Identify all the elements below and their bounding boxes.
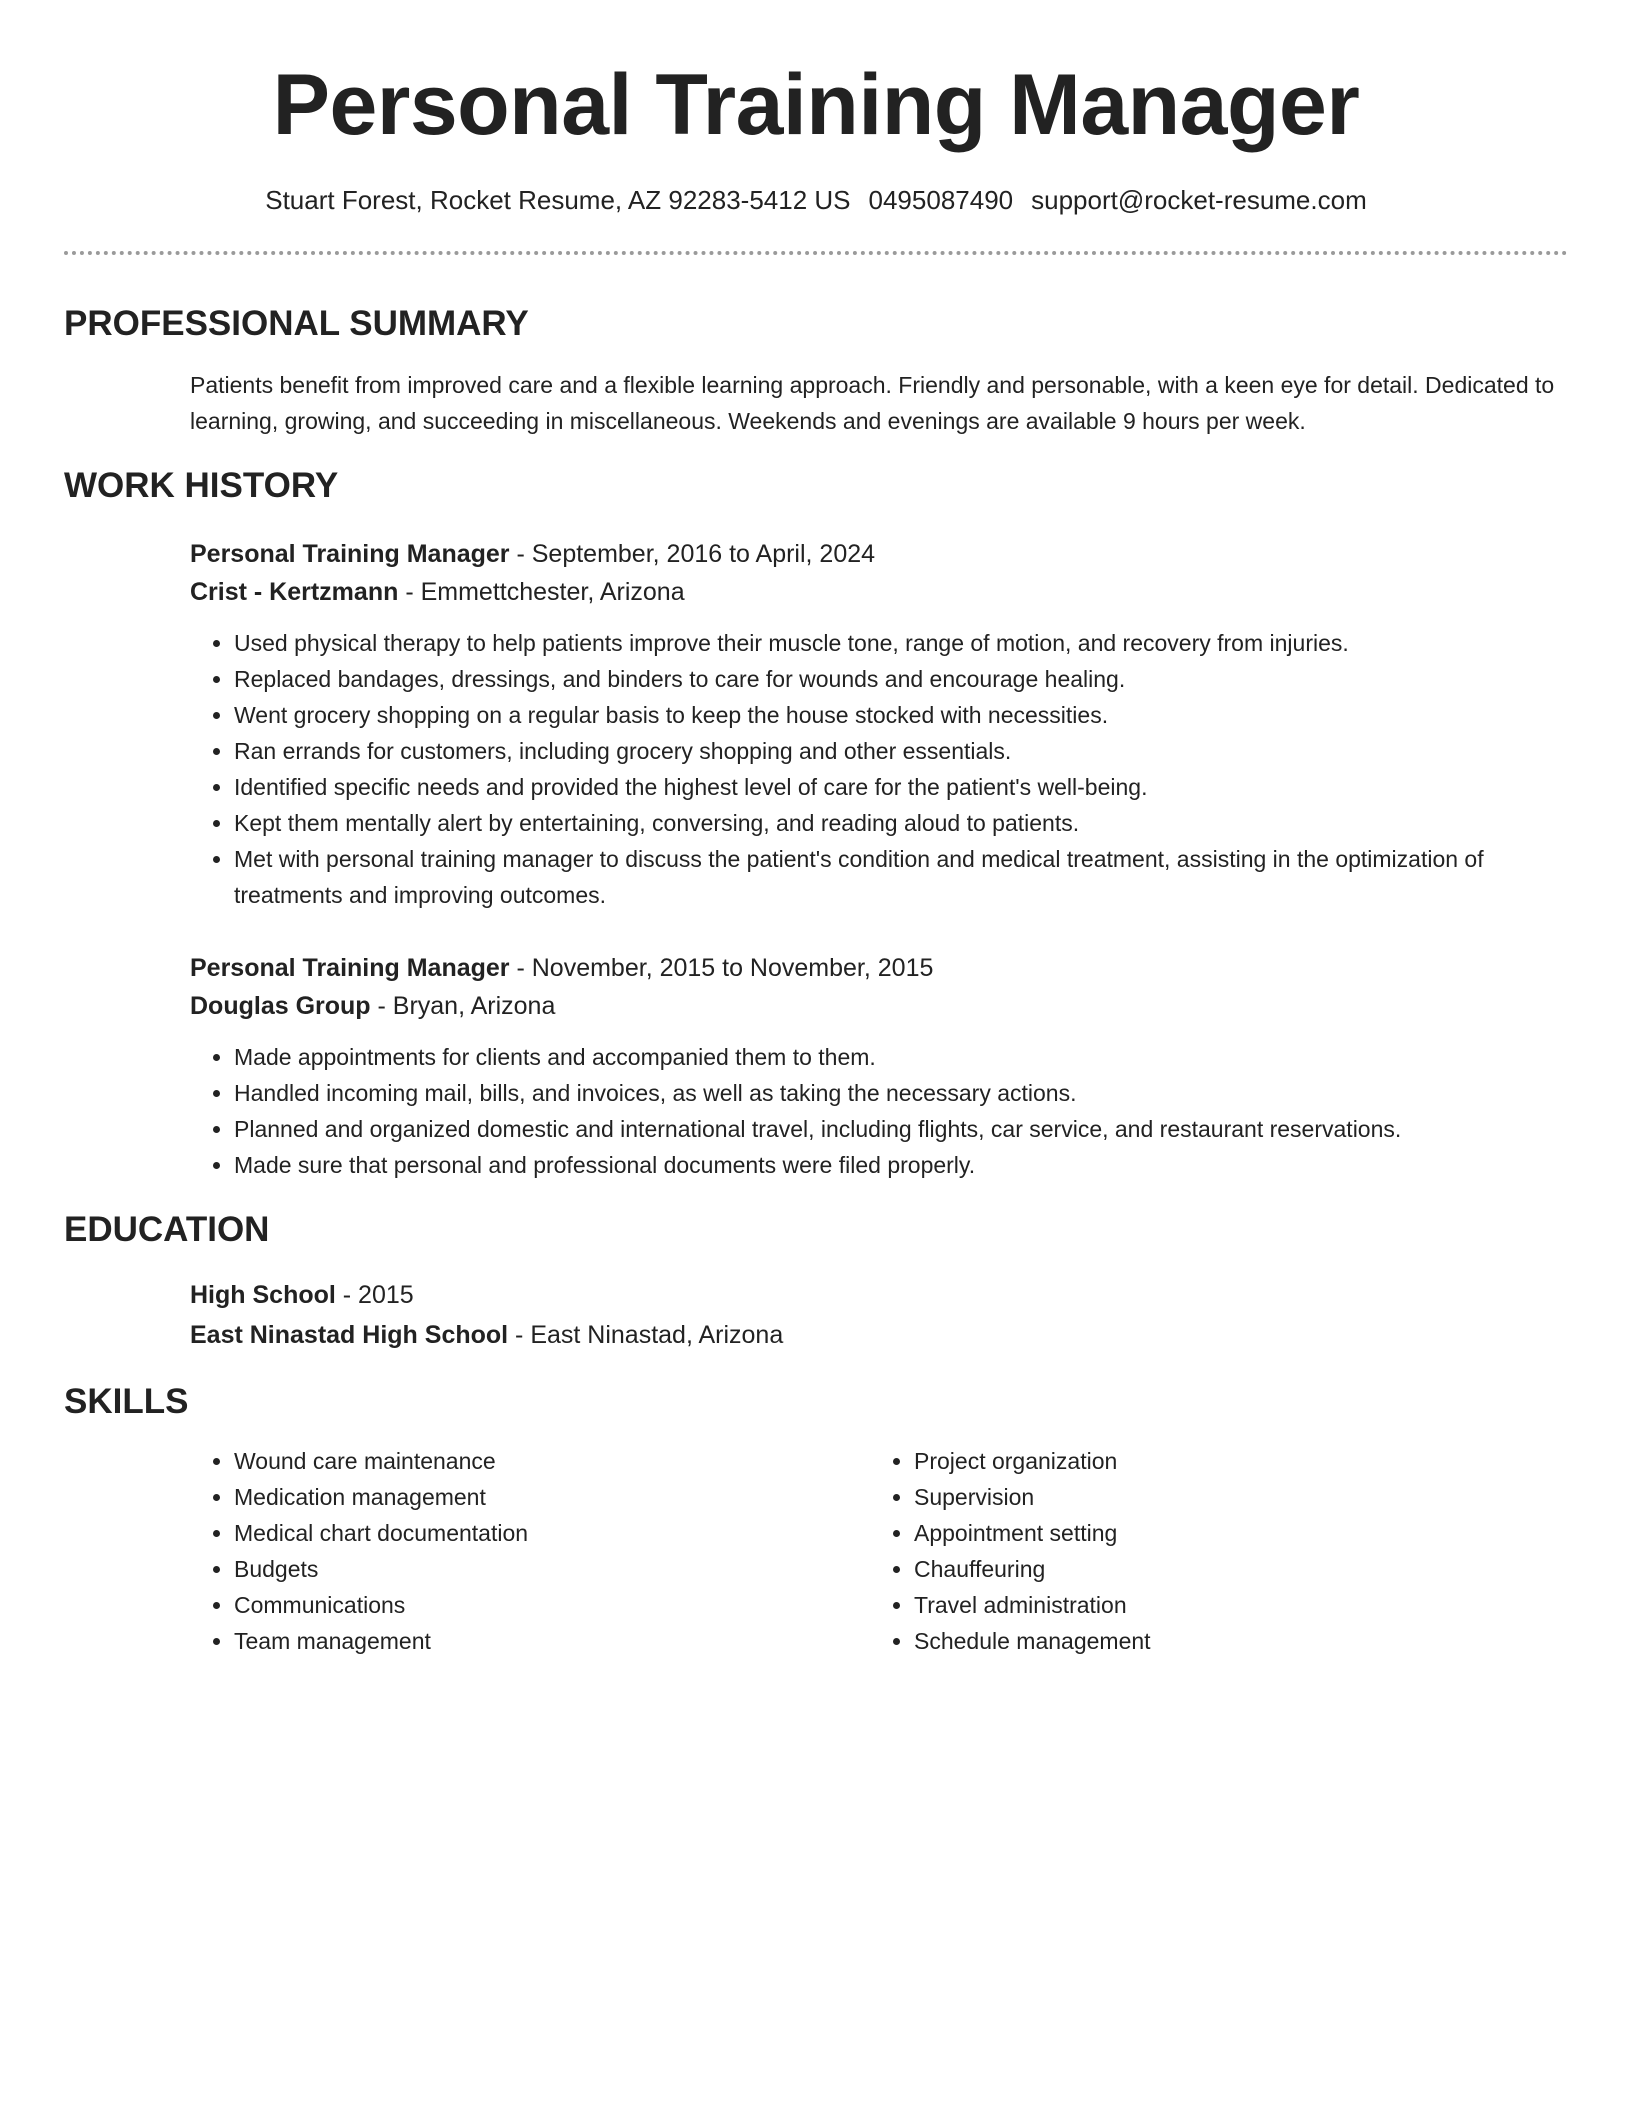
skill-item: • Wound care maintenance	[234, 1443, 870, 1479]
job-dates: - November, 2015 to November, 2015	[509, 954, 934, 982]
job-role: Personal Training Manager	[190, 540, 510, 568]
job-company-line	[190, 987, 1568, 1025]
skill-item: • Chauffeuring	[914, 1551, 1550, 1587]
job-role-line	[190, 949, 1568, 987]
summary-heading: PROFESSIONAL SUMMARY	[64, 304, 529, 343]
job-dates: - September, 2016 to April, 2024	[509, 540, 876, 568]
education-year: - 2015	[335, 1281, 414, 1309]
job-bullet: • Identified specific needs and provided the highest level of care for the patient's well-being.	[234, 769, 1568, 805]
job-bullets	[190, 625, 1568, 913]
job-bullet: • Ran errands for customers, including grocery shopping and other essentials.	[234, 733, 1568, 769]
education-degree-line	[190, 1275, 1568, 1315]
job-entry	[190, 535, 1568, 913]
job-company: Douglas Group	[190, 992, 371, 1020]
job-bullet: • Kept them mentally alert by entertaining, conversing, and reading aloud to patients.	[234, 805, 1568, 841]
skill-item: • Medication management	[234, 1479, 870, 1515]
education-school-line	[190, 1315, 1568, 1355]
skills-column-right	[870, 1443, 1550, 1659]
job-bullet: • Planned and organized domestic and international travel, including flights, car service, and restaurant reservations.	[234, 1111, 1568, 1147]
contact-phone: 0495087490	[868, 185, 1014, 215]
resume-title: Personal Training Manager	[272, 57, 1360, 153]
education-degree: High School	[190, 1281, 336, 1309]
skills-grid	[190, 1443, 1568, 1659]
skill-item: • Supervision	[914, 1479, 1550, 1515]
skill-item: • Travel administration	[914, 1587, 1550, 1623]
job-bullet: • Went grocery shopping on a regular basis to keep the house stocked with necessities.	[234, 697, 1568, 733]
job-bullets	[190, 1039, 1568, 1183]
skill-item: • Appointment setting	[914, 1515, 1550, 1551]
skills-list	[870, 1443, 1550, 1659]
job-location: - Emmettchester, Arizona	[398, 578, 685, 606]
header-divider	[64, 251, 1568, 255]
education-entry	[190, 1275, 1568, 1355]
summary-text: Patients benefit from improved care and a flexible learning approach. Friendly and personable, with a keen eye for detail. Dedicated to learning, growing, and succeeding in miscellaneous. Weekends and evenings are available 9 hours per week.	[190, 372, 1555, 434]
skills-heading: SKILLS	[64, 1382, 189, 1421]
contact-address: Stuart Forest, Rocket Resume, AZ 92283-5412 US	[265, 185, 851, 215]
skill-item: • Schedule management	[914, 1623, 1550, 1659]
job-bullet: • Handled incoming mail, bills, and invoices, as well as taking the necessary actions.	[234, 1075, 1568, 1111]
education-school: East Ninastad High School	[190, 1321, 509, 1349]
skills-column-left	[190, 1443, 870, 1659]
job-role: Personal Training Manager	[190, 954, 510, 982]
contact-line	[64, 183, 1568, 217]
job-location: - Bryan, Arizona	[370, 992, 556, 1020]
job-entry	[190, 949, 1568, 1183]
work-history-heading: WORK HISTORY	[64, 466, 339, 505]
job-bullet: • Replaced bandages, dressings, and binders to care for wounds and encourage healing.	[234, 661, 1568, 697]
job-company-line	[190, 573, 1568, 611]
job-bullet: • Made sure that personal and professional documents were filed properly.	[234, 1147, 1568, 1183]
education-location: - East Ninastad, Arizona	[508, 1321, 784, 1349]
skill-item: • Project organization	[914, 1443, 1550, 1479]
skill-item: • Team management	[234, 1623, 870, 1659]
job-bullet: • Used physical therapy to help patients improve their muscle tone, range of motion, and recovery from injuries.	[234, 625, 1568, 661]
contact-email: support@rocket-resume.com	[1031, 185, 1367, 215]
job-role-line	[190, 535, 1568, 573]
skill-item: • Medical chart documentation	[234, 1515, 870, 1551]
job-bullet: • Made appointments for clients and accompanied them to them.	[234, 1039, 1568, 1075]
skill-item: • Budgets	[234, 1551, 870, 1587]
job-company: Crist - Kertzmann	[190, 578, 399, 606]
education-heading: EDUCATION	[64, 1210, 270, 1249]
skill-item: • Communications	[234, 1587, 870, 1623]
skills-list	[190, 1443, 870, 1659]
job-bullet: • Met with personal training manager to discuss the patient's condition and medical treatment, assisting in the optimization of treatments and improving outcomes.	[234, 841, 1568, 913]
